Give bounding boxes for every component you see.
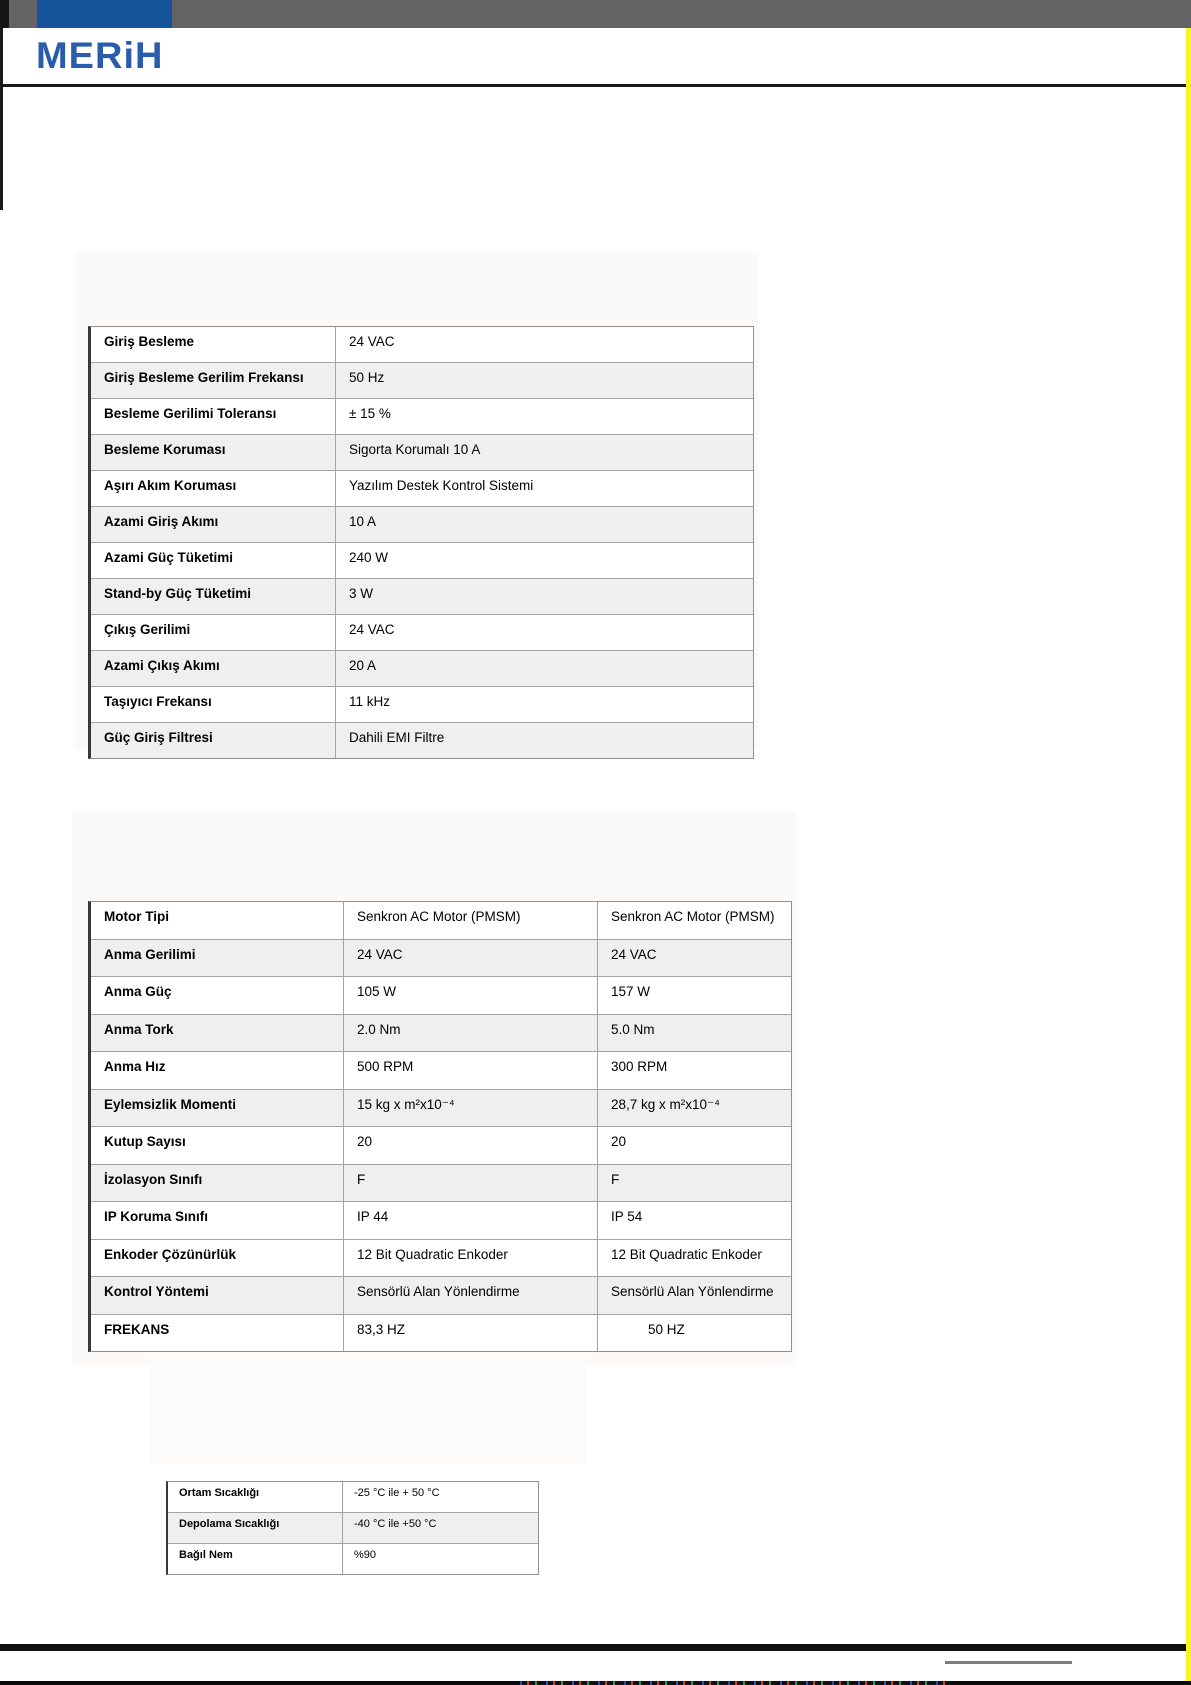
table-row (168, 1512, 538, 1543)
spec-label: Azami Giriş Akımı (104, 514, 219, 529)
spec-value: 12 Bit Quadratic Enkoder (343, 1240, 597, 1277)
spec-value: 20 (597, 1127, 791, 1164)
spec-value: 500 RPM (343, 1052, 597, 1089)
table-row (91, 976, 791, 1014)
spec-label: Depolama Sıcaklığı (179, 1518, 280, 1530)
spec-value: F (597, 1165, 791, 1202)
top-bar-black-block (0, 0, 9, 28)
spec-label: Aşırı Akım Koruması (104, 478, 237, 493)
table-row (91, 1126, 791, 1164)
table-row (91, 1051, 791, 1089)
footer-divider-line (0, 1644, 1186, 1651)
spec-value: -40 °C ile +50 °C (342, 1513, 538, 1543)
spec-label: Taşıyıcı Frekansı (104, 694, 212, 709)
spec-value: 10 A (335, 507, 753, 542)
spec-value: 240 W (335, 543, 753, 578)
spec-value: 24 VAC (597, 940, 791, 977)
spec-value: 50 Hz (335, 363, 753, 398)
environment-spec-table (166, 1481, 539, 1575)
table-row (91, 327, 753, 362)
table-row (91, 614, 753, 650)
spec-value: 105 W (343, 977, 597, 1014)
table-row (91, 686, 753, 722)
page-edge-highlight (1186, 28, 1191, 1685)
table-row (91, 1089, 791, 1127)
spec-label: Anma Tork (104, 1021, 174, 1037)
spec-label: Motor Tipi (104, 909, 169, 924)
table-row (168, 1543, 538, 1574)
spec-value: 157 W (597, 977, 791, 1014)
power-supply-spec-table (88, 326, 754, 759)
spec-label: İzolasyon Sınıfı (104, 1171, 203, 1187)
spec-label: Stand-by Güç Tüketimi (104, 586, 252, 601)
table-row (91, 1201, 791, 1239)
spec-value: 28,7 kg x m²x10⁻⁴ (597, 1090, 791, 1127)
spec-value: Senkron AC Motor (PMSM) (597, 902, 791, 939)
spec-label: Giriş Besleme Gerilim Frekansı (104, 370, 304, 385)
spec-value: 11 kHz (335, 687, 753, 722)
spec-value: F (343, 1165, 597, 1202)
spec-value: Sensörlü Alan Yönlendirme (597, 1277, 791, 1314)
page-bottom-scan-noise (520, 1681, 950, 1685)
table-row (91, 362, 753, 398)
spec-label: Besleme Gerilimi Toleransı (104, 406, 277, 421)
spec-value: Yazılım Destek Kontrol Sistemi (335, 471, 753, 506)
spec-value: 83,3 HZ (343, 1315, 597, 1352)
spec-value: 12 Bit Quadratic Enkoder (597, 1240, 791, 1277)
spec-value: IP 54 (597, 1202, 791, 1239)
spec-label: Azami Çıkış Akımı (104, 658, 220, 673)
table-row (91, 650, 753, 686)
table-row (91, 506, 753, 542)
table-row (91, 434, 753, 470)
spec-label: Güç Giriş Filtresi (104, 730, 213, 745)
spec-label: Ortam Sıcaklığı (179, 1487, 260, 1499)
spec-label: Giriş Besleme (104, 334, 195, 349)
spec-label: Anma Gerilimi (104, 946, 196, 962)
table-row (91, 1276, 791, 1314)
spec-value: 5.0 Nm (597, 1015, 791, 1052)
header-divider-line (0, 84, 1186, 87)
spec-value: Senkron AC Motor (PMSM) (343, 902, 597, 939)
scan-panel-environment (150, 1352, 586, 1463)
spec-value: Sensörlü Alan Yönlendirme (343, 1277, 597, 1314)
spec-label: FREKANS (104, 1321, 170, 1337)
spec-label: Azami Güç Tüketimi (104, 550, 234, 565)
spec-value: IP 44 (343, 1202, 597, 1239)
top-bar-blue-block (37, 0, 172, 28)
table-row (91, 1164, 791, 1202)
spec-value: Sigorta Korumalı 10 A (335, 435, 753, 470)
table-row (168, 1482, 538, 1512)
spec-label: Kutup Sayısı (104, 1134, 186, 1149)
top-bar (0, 0, 1191, 28)
spec-value: ± 15 % (335, 399, 753, 434)
spec-value: 24 VAC (343, 940, 597, 977)
spec-value: 20 A (335, 651, 753, 686)
table-row (91, 470, 753, 506)
spec-value: 50 HZ (597, 1315, 791, 1352)
spec-value: 24 VAC (335, 327, 753, 362)
spec-value: 2.0 Nm (343, 1015, 597, 1052)
spec-value: %90 (342, 1544, 538, 1574)
merih-logo: MERiH (36, 35, 164, 77)
table-row (91, 398, 753, 434)
table-row (91, 1014, 791, 1052)
motor-spec-table (88, 901, 792, 1352)
spec-value: 300 RPM (597, 1052, 791, 1089)
spec-label: Enkoder Çözünürlük (104, 1246, 237, 1262)
spec-value: Dahili EMI Filtre (335, 723, 753, 758)
page-left-border (0, 28, 3, 210)
footer-underline (945, 1661, 1072, 1664)
table-row (91, 722, 753, 758)
spec-value: 24 VAC (335, 615, 753, 650)
spec-label: Bağıl Nem (179, 1549, 233, 1561)
spec-value: 15 kg x m²x10⁻⁴ (343, 1090, 597, 1127)
table-row (91, 1314, 791, 1352)
spec-label: Anma Hız (104, 1059, 166, 1074)
spec-label: IP Koruma Sınıfı (104, 1209, 209, 1224)
spec-value: 20 (343, 1127, 597, 1164)
spec-label: Çıkış Gerilimi (104, 622, 191, 637)
spec-label: Besleme Koruması (104, 442, 226, 457)
spec-value: -25 °C ile + 50 °C (342, 1482, 538, 1512)
table-row (91, 542, 753, 578)
spec-label: Kontrol Yöntemi (104, 1284, 209, 1299)
table-row (91, 578, 753, 614)
table-row (91, 1239, 791, 1277)
table-row (91, 939, 791, 977)
table-row (91, 902, 791, 939)
spec-label: Anma Güç (104, 984, 172, 999)
spec-label: Eylemsizlik Momenti (104, 1096, 237, 1112)
spec-value: 3 W (335, 579, 753, 614)
